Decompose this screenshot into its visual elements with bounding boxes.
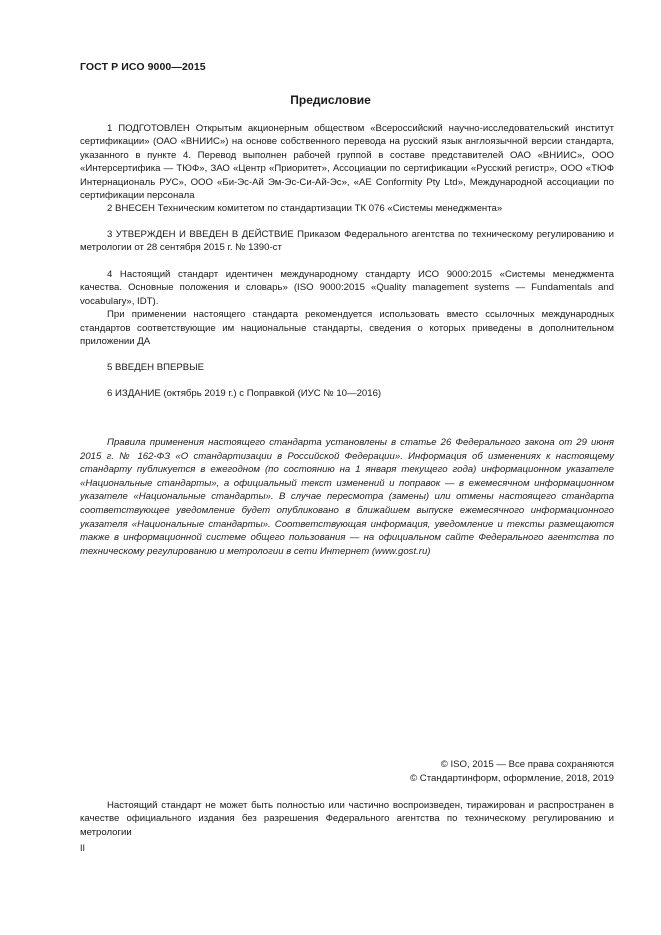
foreword-item-4-block bbox=[80, 268, 614, 348]
foreword-item-4: 4 Настоящий стандарт идентичен международному стандарту ИСО 9000:2015 «Системы менеджмента качества. Основные положения и словарь» (ISO 9000:2015 «Quality management systems — Fundamentals and vocabulary», IDT). bbox=[80, 269, 614, 307]
foreword-item-1: 1 ПОДГОТОВЛЕН Открытым акционерным обществом «Всероссийский научно-исследовательский институт сертификации» (ОАО «ВНИИС») на основе собственного перевода на русский язык англоязычной версии стандарта, указанного в пункте 4. Перевод выполнен рабочей группой в составе представителей ОАО «ВНИИС», ООО «Интерсертифика — ТЮФ», ЗАО «Центр «Приоритет», Ассоциации по сертификации «Русский регистр», ООО «ТЮФ Интернациональ РУС», ООО «Би-Эс-Ай Эм-Эс-Си-Ай-Эс», «АЕ Conformity Pty Ltd», Международной ассоциации по сертификации персонала bbox=[80, 123, 614, 202]
foreword-item-6: 6 ИЗДАНИЕ (октябрь 2019 г.) с Поправкой (ИУС № 10—2016) bbox=[107, 388, 382, 399]
copyright-standartinform: © Стандартинформ, оформление, 2018, 2019 bbox=[410, 773, 614, 784]
foreword-item-3-block bbox=[80, 228, 614, 255]
standard-code-header: ГОСТ Р ИСО 9000—2015 bbox=[80, 61, 206, 73]
page-title: Предисловие bbox=[290, 93, 371, 107]
foreword-item-2-block bbox=[80, 202, 614, 215]
foreword-item-4-note: При применении настоящего стандарта рекомендуется использовать вместо ссылочных международных стандартов соответствующие им национальные стандарты, сведения о которых приведены в дополнительном приложении ДА bbox=[80, 309, 614, 348]
foreword-item-2: 2 ВНЕСЕН Техническим комитетом по стандартизации ТК 076 «Системы менеджмента» bbox=[107, 203, 503, 214]
foreword-item-5: 5 ВВЕДЕН ВПЕРВЫЕ bbox=[107, 362, 205, 373]
foreword-item-1-block bbox=[80, 122, 614, 202]
foreword-item-3: 3 УТВЕРЖДЕН И ВВЕДЕН В ДЕЙСТВИЕ Приказом Федерального агентства по техническому регулированию и метрологии от 28 сентября 2015 г. № 1390-ст bbox=[80, 229, 614, 254]
page-number: II bbox=[80, 843, 86, 853]
foreword-item-5-block bbox=[80, 361, 614, 374]
reproduction-restriction-text: Настоящий стандарт не может быть полностью или частично воспроизведен, тиражирован и распространен в качестве официального издания без разрешения Федерального агентства по техническому регулированию и метрологии bbox=[80, 800, 614, 838]
copyright-iso: © ISO, 2015 — Все права сохраняются bbox=[440, 759, 614, 770]
application-rules-notice: Правила применения настоящего стандарта установлены в статье 26 Федерального закона от 29 июня 2015 г. № 162-ФЗ «О стандартизации в Российской Федерации». Информация об изменениях к настоящему стандарту публикуется в ежегодном (по состоянию на 1 января текущего года) информационном указателе «Национальные стандарты», а официальный текст изменений и поправок — в ежемесячном информационном указателе «Национальные стандарты». В случае пересмотра (замены) или отмены настоящего стандарта соответствующее уведомление будет опубликовано в ближайшем выпуске ежемесячного информационного указателя «Национальные стандарты». Соответствующая информация, уведомление и тексты размещаются также в информационной системе общего пользования — на официальном сайте Федерального агентства по техническому регулированию и метрологии в сети Интернет (www.gost.ru) bbox=[80, 437, 614, 557]
foreword-item-6-block bbox=[80, 387, 614, 400]
